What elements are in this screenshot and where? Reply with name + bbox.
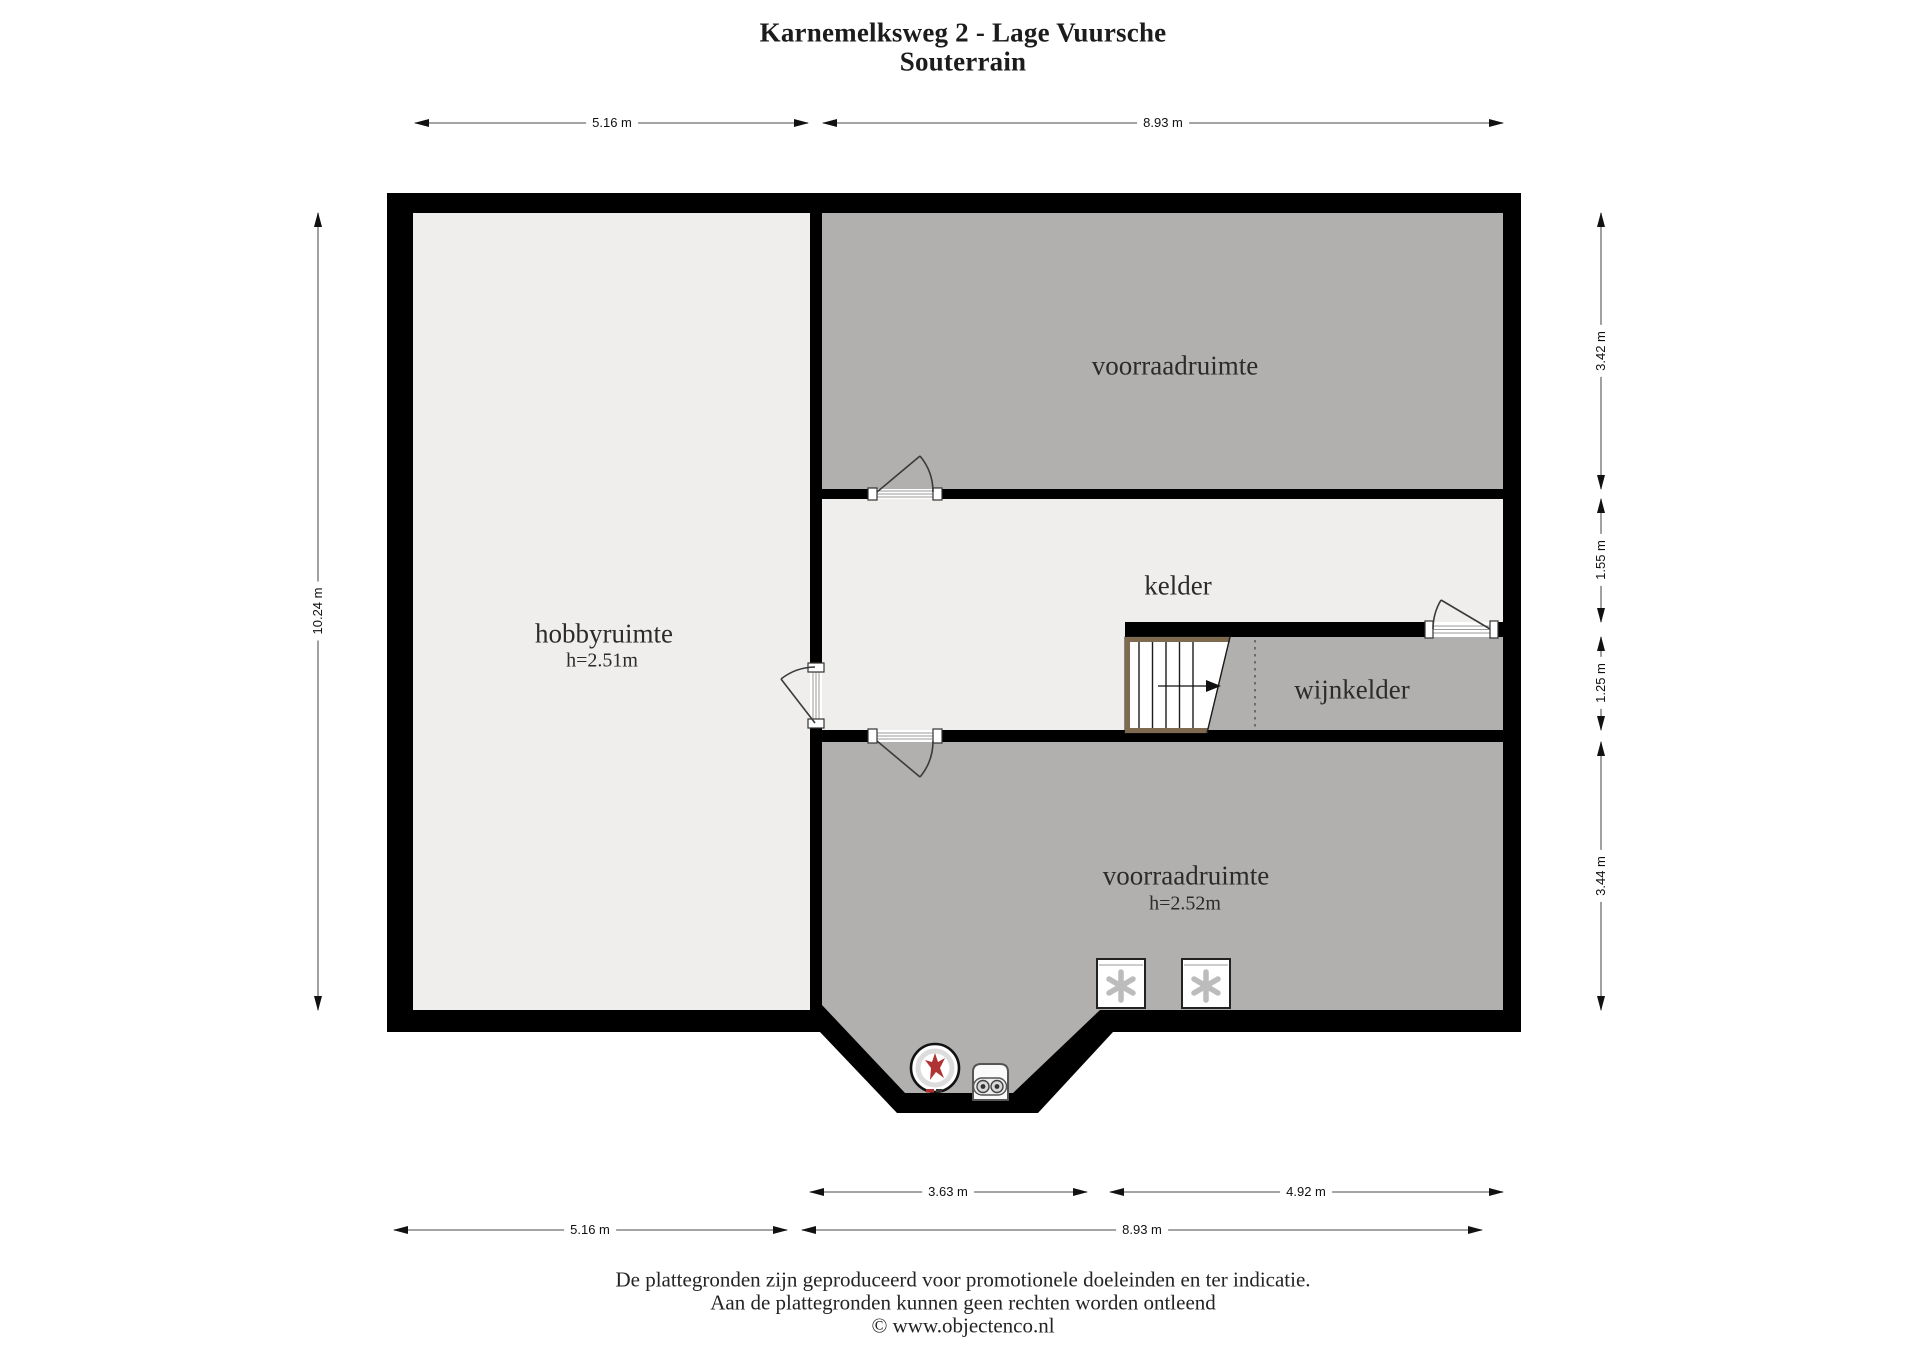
- dim-label-right-4: 3.44 m: [1593, 850, 1609, 902]
- dim-label-bottom-outer-right: 8.93 m: [1116, 1222, 1168, 1238]
- dim-label-bottom-inner-left: 3.63 m: [922, 1184, 974, 1200]
- dim-label-bottom-outer-left: 5.16 m: [564, 1222, 616, 1238]
- dim-label-top-right: 8.93 m: [1137, 115, 1189, 131]
- page-subtitle: Souterrain: [899, 46, 1027, 77]
- dim-label-bottom-inner-right: 4.92 m: [1280, 1184, 1332, 1200]
- dim-label-left: 10.24 m: [310, 582, 326, 641]
- room-label-voorraadruimte-bottom: voorraadruimte: [1102, 860, 1270, 891]
- room-height-voorraadruimte-bottom: h=2.52m: [1149, 892, 1221, 915]
- page-title: Karnemelksweg 2 - Lage Vuursche: [759, 17, 1167, 48]
- room-label-kelder: kelder: [1144, 570, 1212, 601]
- boiler-icon: [911, 1044, 959, 1093]
- freezer-icon-1: [1097, 959, 1145, 1008]
- dim-label-right-2: 1.55 m: [1593, 534, 1609, 586]
- room-label-voorraadruimte-top: voorraadruimte: [1091, 350, 1259, 381]
- room-height-hobbyruimte: h=2.51m: [566, 649, 638, 672]
- footer-disclaimer-line1: De plattegronden zijn geproduceerd voor promotionele doeleinden en ter indicatie.: [615, 1267, 1311, 1292]
- room-label-hobbyruimte: hobbyruimte: [535, 618, 673, 649]
- dim-label-top-left: 5.16 m: [586, 115, 638, 131]
- meter-icon: [973, 1064, 1008, 1100]
- room-floor-hobbyruimte: [413, 213, 810, 1010]
- freezer-icon-2: [1182, 959, 1230, 1008]
- room-label-wijnkelder: wijnkelder: [1294, 674, 1410, 705]
- footer-copyright: © www.objectenco.nl: [871, 1313, 1055, 1338]
- footer-disclaimer-line2: Aan de plattegronden kunnen geen rechten worden ontleend: [710, 1290, 1216, 1315]
- dim-label-right-1: 3.42 m: [1593, 325, 1609, 377]
- room-floor-voorraadruimte-bottom: [822, 742, 1503, 1093]
- dim-label-right-3: 1.25 m: [1593, 657, 1609, 709]
